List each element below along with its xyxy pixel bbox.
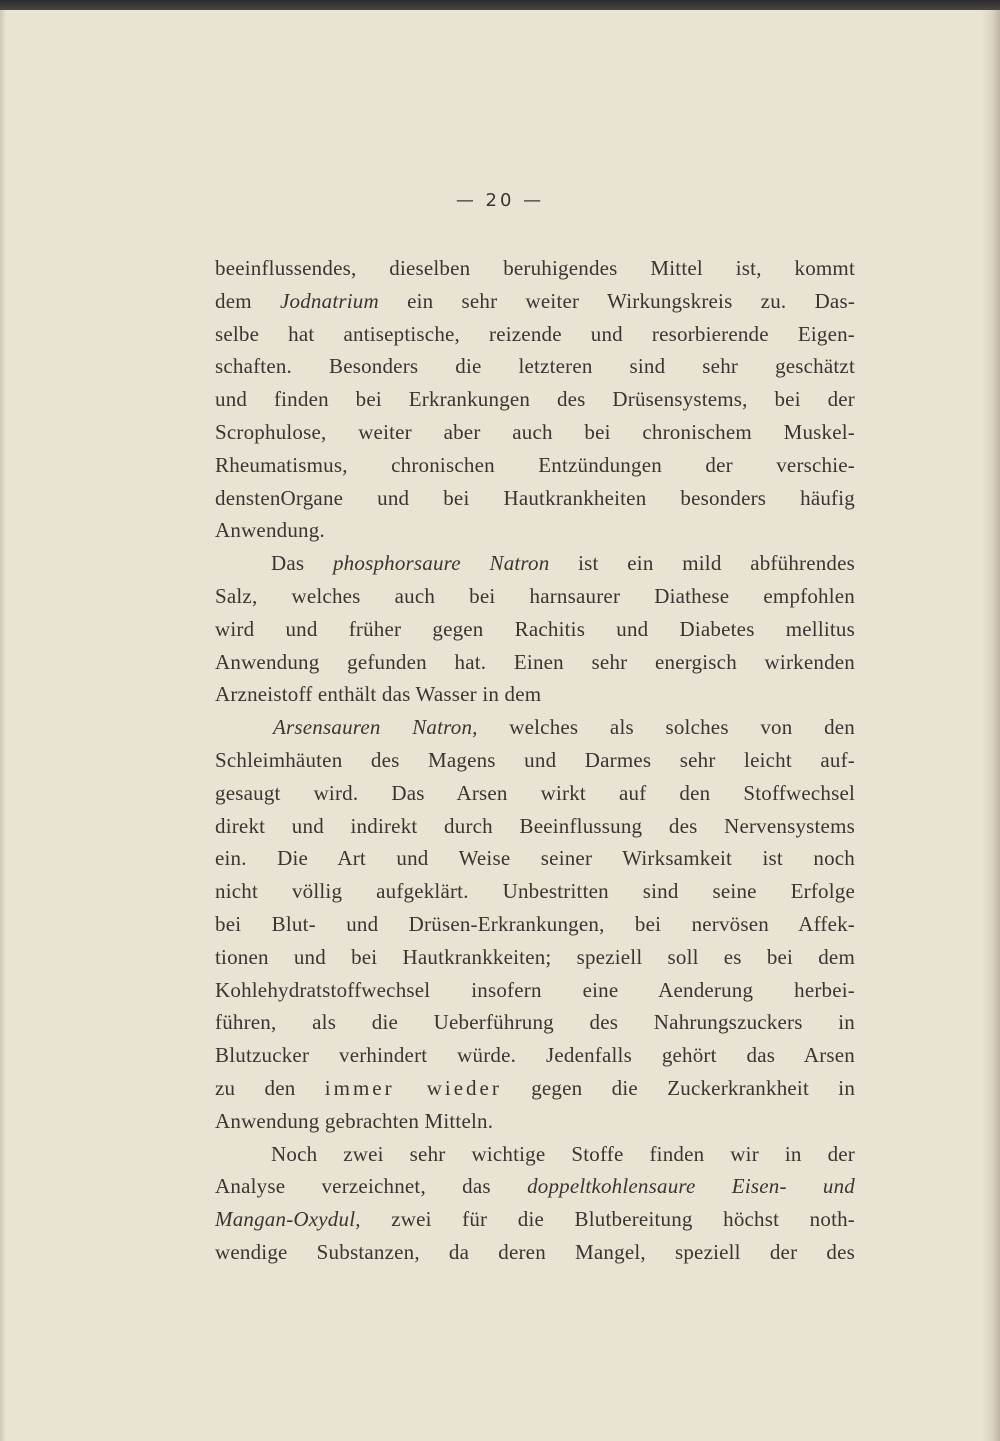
text-line: Anwendung gefunden hat. Einen sehr energisch wirkenden xyxy=(215,649,855,674)
text-line: Rheumatismus, chronischen Entzündungen der verschie- xyxy=(215,452,855,477)
text-line: wird und früher gegen Rachitis und Diabetes mellitus xyxy=(215,616,855,641)
scan-right-edge xyxy=(982,10,1000,1441)
text-line: Schleimhäuten des Magens und Darmes sehr leicht auf- xyxy=(215,747,855,772)
text-line: direkt und indirekt durch Beeinflussung des Nervensystems xyxy=(215,813,855,838)
text-line: Das phosphorsaure Natron ist ein mild abführendes xyxy=(271,551,856,576)
text-line: bei Blut- und Drüsen-Erkrankungen, bei nervösen Affek- xyxy=(215,911,855,936)
text-line: denstenOrgane und bei Hautkrankheiten besonders häufig xyxy=(215,485,855,510)
text-body xyxy=(215,252,855,1269)
text-line: wendige Substanzen, da deren Mangel, speziell der des xyxy=(215,1239,855,1264)
emphasis-arsensauren-natron: Arsensauren Natron, xyxy=(273,715,478,740)
emphasis-eisen-mangan-2: Mangan-Oxydul, xyxy=(215,1207,361,1232)
text-line: beeinflussendes, dieselben beruhigendes Mittel ist, kommt xyxy=(215,256,855,280)
text-line: Analyse verzeichnet, das doppeltkohlensaure Eisen- und xyxy=(215,1174,856,1199)
text-line: tionen und bei Hautkrankkeiten; speziell soll es bei dem xyxy=(215,944,855,969)
text-line: Noch zwei sehr wichtige Stoffe finden wir in der xyxy=(271,1141,855,1166)
scan-left-edge xyxy=(0,10,6,1441)
text-line: nicht völlig aufgeklärt. Unbestritten sind seine Erfolge xyxy=(215,879,855,904)
text-line: Kohlehydratstoffwechsel insofern eine Aenderung herbei- xyxy=(215,977,855,1002)
text-line: Anwendung. xyxy=(215,518,325,543)
text-line: gesaugt wird. Das Arsen wirkt auf den Stoffwechsel xyxy=(215,780,855,805)
text-line: Arzneistoff enthält das Wasser in dem xyxy=(215,682,542,707)
text-line: selbe hat antiseptische, reizende und resorbierende Eigen- xyxy=(215,321,855,346)
text-line: Arsensauren Natron, welches als solches von den xyxy=(273,715,855,740)
text-line: Salz, welches auch bei harnsaurer Diathese empfohlen xyxy=(215,583,855,608)
emphasis-jodnatrium: Jodnatrium xyxy=(280,288,379,313)
text-line: schaften. Besonders die letzteren sind sehr geschätzt xyxy=(215,354,855,379)
text-line: Mangan-Oxydul, zwei für die Blutbereitung höchst noth- xyxy=(215,1207,855,1232)
emphasis-eisen-mangan-1: doppeltkohlensaure Eisen- und xyxy=(527,1174,856,1199)
text-line: dem Jodnatrium ein sehr weiter Wirkungskreis zu. Das- xyxy=(215,288,856,313)
text-line: führen, als die Ueberführung des Nahrungszuckers in xyxy=(215,1010,855,1035)
emphasis-phosphorsaure-natron: phosphorsaure Natron xyxy=(332,551,550,576)
page-number: — 20 — xyxy=(455,190,545,211)
text-line: zu den immer wieder gegen die Zuckerkrankheit in xyxy=(215,1075,856,1100)
text-line: ein. Die Art und Weise seiner Wirksamkeit ist noch xyxy=(215,846,855,871)
text-line: und finden bei Erkrankungen des Drüsensystems, bei der xyxy=(215,387,855,412)
text-line: Anwendung gebrachten Mitteln. xyxy=(215,1108,494,1133)
text-line: Scrophulose, weiter aber auch bei chronischem Muskel- xyxy=(215,419,855,444)
emphasis-immer-wieder: immer wieder xyxy=(324,1075,502,1100)
text-line: Blutzucker verhindert würde. Jedenfalls gehört das Arsen xyxy=(215,1043,855,1068)
scan-top-edge xyxy=(0,0,1000,10)
